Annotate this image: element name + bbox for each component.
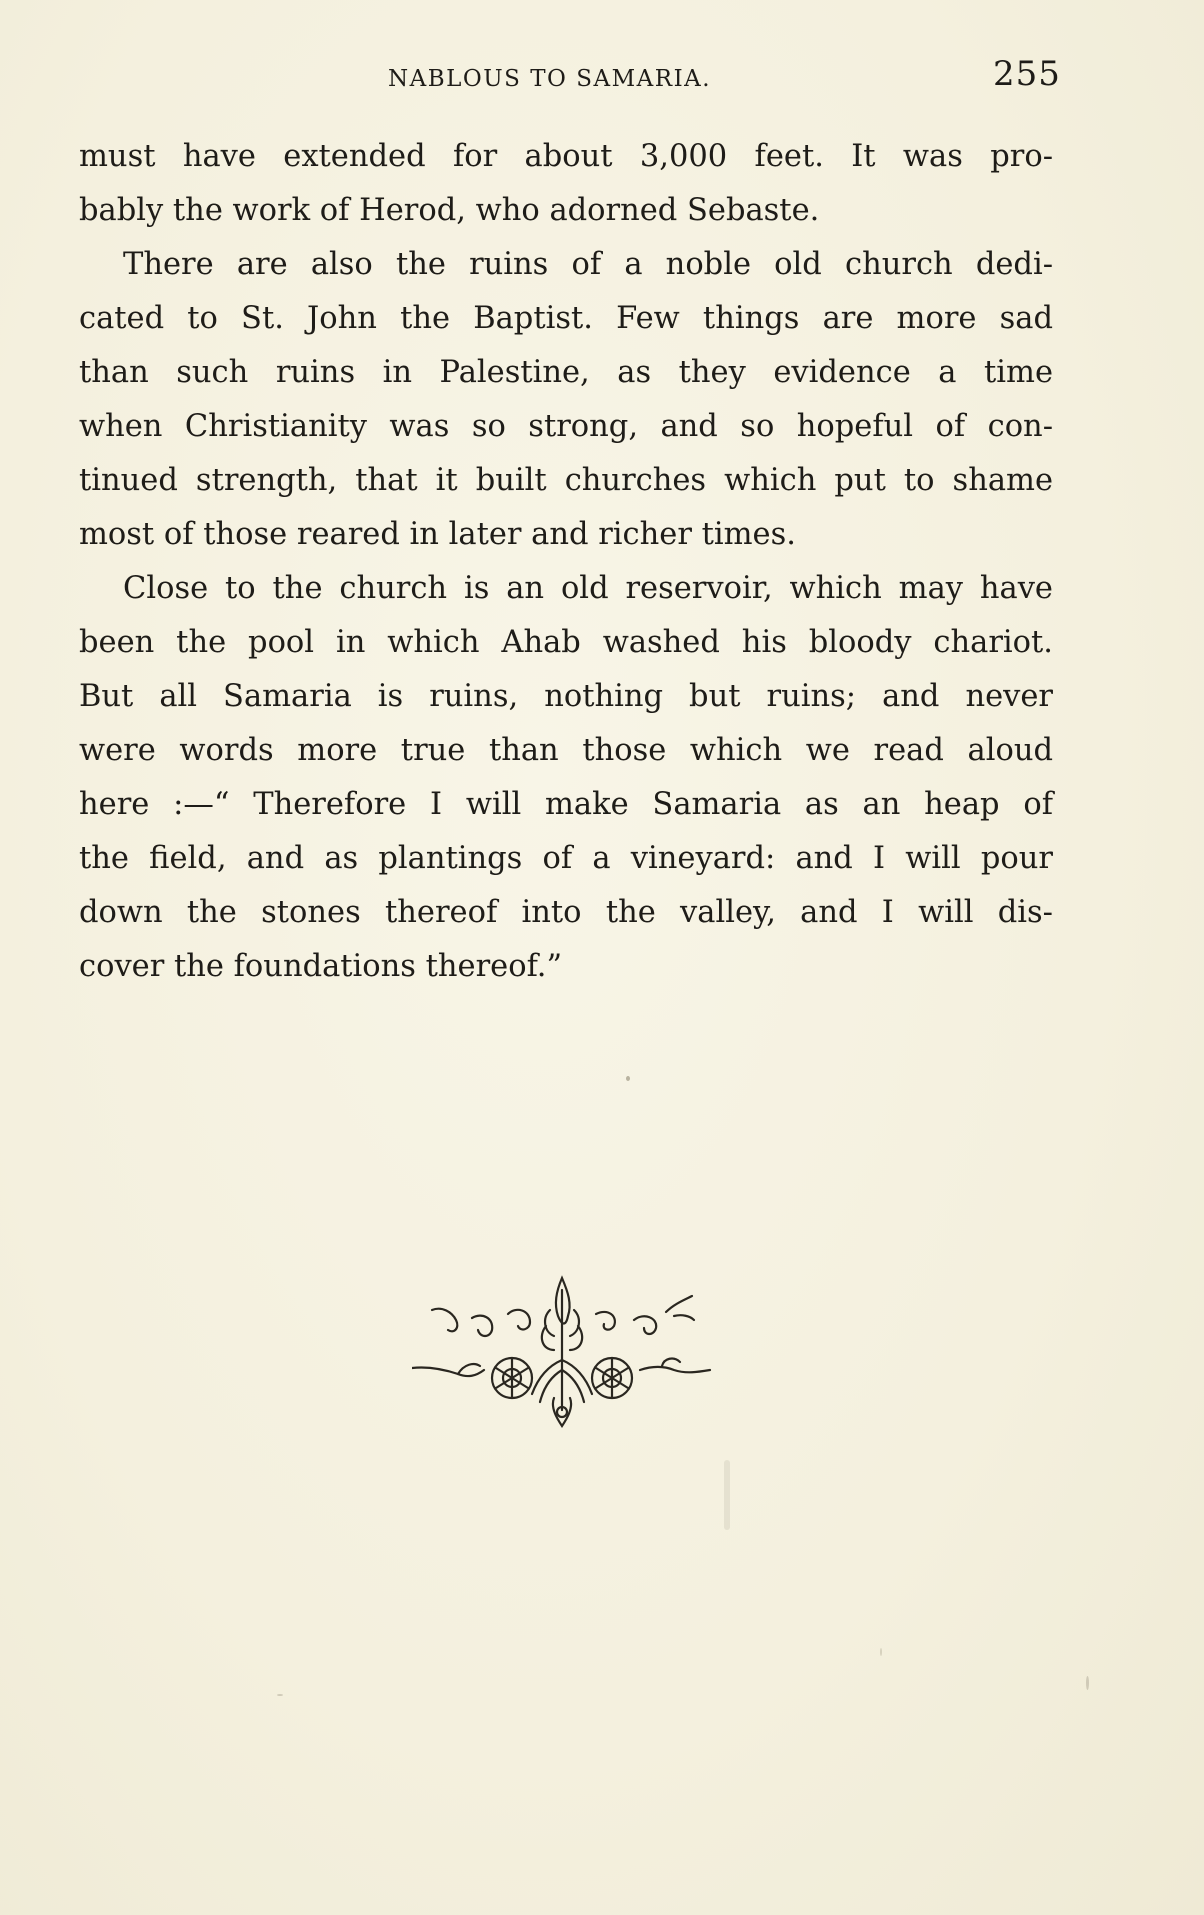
paper-speck [626, 1076, 630, 1081]
text-line: most of those reared in later and richer times. [79, 517, 796, 552]
text-line: down the stones thereof into the valley, and I will dis- [79, 895, 1053, 930]
text-line: But all Samaria is ruins, nothing but ruins; and never [79, 679, 1053, 714]
text-line: must have extended for about 3,000 feet. It was pro- [79, 139, 1053, 174]
text-line: the field, and as plantings of a vineyard: and I will pour [79, 841, 1053, 876]
paper-stain [724, 1460, 730, 1530]
page-number: 255 [993, 54, 1061, 94]
text-line: here :—“ Therefore I will make Samaria as an heap of [79, 787, 1053, 822]
text-line: tinued strength, that it built churches which put to shame [79, 463, 1053, 498]
running-title: NABLOUS TO SAMARIA. [388, 66, 712, 92]
text-line: than such ruins in Palestine, as they evidence a time [79, 355, 1053, 390]
paper-speck [277, 1694, 283, 1696]
text-line: cated to St. John the Baptist. Few things are more sad [79, 301, 1053, 336]
floral-tailpiece-icon [412, 1270, 712, 1430]
text-line: been the pool in which Ahab washed his bloody chariot. [79, 625, 1053, 660]
text-line: bably the work of Herod, who adorned Sebaste. [79, 193, 820, 228]
text-line: when Christianity was so strong, and so hopeful of con- [79, 409, 1053, 444]
text-line: Close to the church is an old reservoir, which may have [123, 571, 1053, 606]
text-line: There are also the ruins of a noble old church dedi- [123, 247, 1053, 282]
paper-speck [1086, 1676, 1089, 1690]
paper-speck [880, 1648, 882, 1656]
text-line: cover the foundations thereof.” [79, 949, 563, 984]
text-line: were words more true than those which we read aloud [79, 733, 1053, 768]
